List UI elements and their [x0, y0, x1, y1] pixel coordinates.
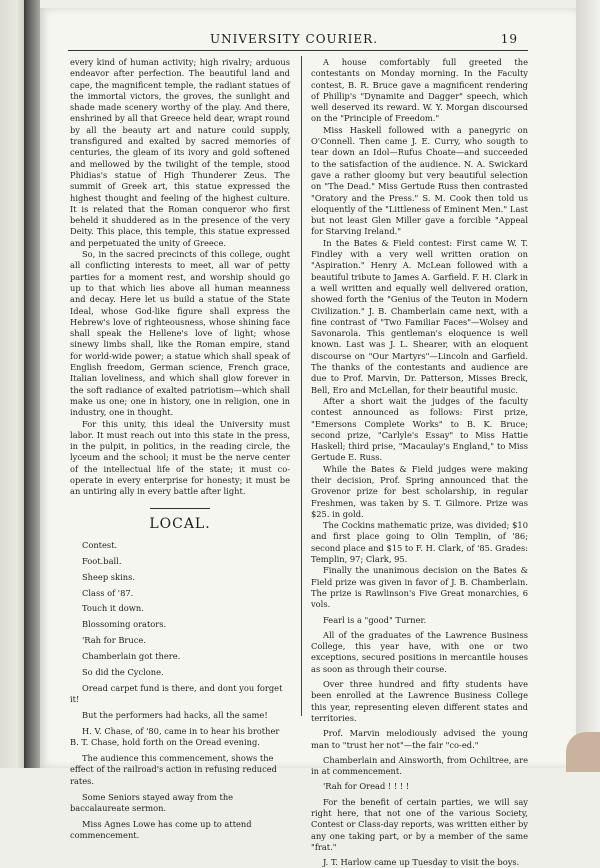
list-item: All of the graduates of the Lawrence Business College, this year have, with one or two exceptions, secured positions in mercantile houses as soon as through their course.	[311, 629, 528, 674]
right-column	[311, 57, 528, 868]
list-item: So did the Cyclone.	[82, 667, 164, 677]
list-item: 'Rah for Bruce.	[82, 635, 146, 646]
section-rule	[150, 508, 210, 509]
left-column	[70, 57, 290, 846]
page-number: 19	[500, 32, 518, 46]
journal-title: UNIVERSITY COURIER.	[210, 32, 379, 46]
list-item: Touch it down.	[82, 603, 144, 614]
list-item: Oread carpet fund is there, and dont you forget it!	[70, 682, 283, 705]
local-items-list	[70, 540, 290, 842]
list-item: But the performers had hacks, all the same!	[82, 710, 268, 721]
list-item: Foot.ball.	[82, 555, 122, 566]
list-item: Some Seniors stayed away from the baccalaureate sermon.	[70, 791, 234, 813]
scan-background	[576, 0, 600, 768]
paragraph: After a short wait the judges of the faculty contest announced as follows: First prize, "Emersons Complete Works" to B. K. Bruce; second prize, "Carlyle's Essay" to Miss Hattie Haskell; third prise, "Macaulay's England," to Miss Gertude E. Russ.	[311, 395, 528, 463]
paragraph: While the Bates & Field judges were making their decision, Prof. Spring announced that the Grovenor prize for best scholarship, in regular Freshmen, was taken by S. T. Gilmore. Prize was $25. in gold.	[311, 463, 528, 519]
paragraph: So, in the sacred precincts of this college, ought all conflicting interests to meet, all war of petty parties for a moment rest, and worship should go up to that which lies above all human meanness and decay. Here let us build a statue of the State Ideal, whose God-like figure shall express the Hebrew's love of righteousness, whose shining face shall speak the Hellene's love of light; whose sinewy limbs shall, like the Roman empire, stand for world-wide power; a statue which shall speak of English freedom, German science, French grace, Italian loveliness, and which shall glow forever in the soft radiance of exalted patriotism—which shall make us one; one in history, one in religion, one in industry, one in thought.	[70, 249, 290, 418]
column-divider	[301, 56, 302, 716]
list-item: Chamberlain got there.	[82, 651, 181, 662]
list-item: Contest.	[82, 539, 118, 550]
list-item: H. V. Chase, of '80, came in to hear his brother B. T. Chase, hold forth on the Oread evening.	[70, 725, 280, 748]
book-gutter	[24, 0, 40, 768]
list-item: Prof. Marvin melodiously advised the young man to "trust her not"—the fair "co-ed."	[311, 728, 528, 750]
list-item: 'Rah for Oread ! ! ! !	[323, 781, 410, 792]
list-item: Sheep skins.	[82, 571, 135, 582]
adjacent-page-edge	[0, 0, 24, 768]
list-item: Over three hundred and fifty students have been enrolled at the Lawrence Business College this year, representing eleven different states and territories.	[311, 679, 528, 723]
list-item: The audience this commencement, shows the effect of the railroad's action in refusing reduced rates.	[70, 753, 277, 786]
paragraph: Miss Haskell followed with a panegyric on O'Connell. Then came J. E. Curry, who sougth to tear down an Idol—Rufus Choate—and succeeded to the satisfaction of the audience. N. A. Swickard gave a rather gloomy but very beautiful selection on "The Dead." Miss Gertude Russ then contrasted "Oratory and the Press." S. M. Cook then told us eloquently of the "Littleness of Eminent Men." Last but not least Glen Miller gave a forcible "Appeal for Starving Ireland."	[311, 124, 528, 237]
list-item: J. T. Harlow came up Tuesday to visit the boys.	[323, 857, 520, 868]
local-section-heading: LOCAL.	[149, 515, 211, 532]
list-item: For the benefit of certain parties, we will say right here, that not one of the various Society, Contest or Class-day reports, was written either by any one taking part, or by a member of the same "frat."	[311, 796, 528, 852]
list-item: Fearl is a "good" Turner.	[323, 614, 427, 625]
header-rule	[68, 50, 528, 51]
paragraph: every kind of human activity; high rivalry; arduous endeavor after perfection. The beautiful land and cape, the magnificent temple, the radiant statues of the immortal victors, the groves, the sunlight and shade made scenery worthy of the play. And there, enshrined by all that Greece held dear, wrapt round by all the beauty art and nature could supply, transfigured and exalted by sacred memories of centuries, the gleam of its ivory and gold softened and mellowed by the twilight of the temple, stood Phidias's statue of High Thunderer Zeus. The summit of Greek art, this statue expressed the highest thought and feeling of the highest culture. It is related that the Roman conqueror who first beheld it shuddered as in the presence of the very Deity. This place, this temple, this statue expressed and perpetuated the unity of Greece.	[70, 57, 290, 248]
thumb-holding-page	[566, 732, 600, 772]
paragraph: In the Bates & Field contest: First came W. T. Findley with a very well written oration on "Aspiration." Henry A. McLean followed with a beautiful tribute to James A. Garfield. F. H. Clark in a well written and equally well delivered oration, showed forth the "Genius of the Teuton in Modern Civilization." J. B. Chamberlain came next, with a fine contrast of "Two Familiar Faces"—Wolsey and Savonarola. This gentleman's eloquence is well known. Last was J. L. Shearer, with an eloquent discourse on "Our Martyrs"—Lincoln and Garfield. The thanks of the contestants and audience are due to Prof. Marvin, Dr. Patterson, Misses Breck, Bell, Ero and McLellan, for their beautiful music.	[311, 237, 528, 395]
list-item: Miss Agnes Lowe has come up to attend commencement.	[70, 818, 252, 841]
paragraph: Finally the unanimous decision on the Bates & Field prize was given in favor of J. B. Chamberlain. The prize is Rawlinson's Five Great monarchies, 6 vols.	[311, 565, 528, 610]
paragraph: A house comfortably full greeted the contestants on Monday morning. In the Faculty contest, B. R. Bruce gave a magnificent rendering of Phillip's "Dynamite and Dagger" speech, which well deserved its reward. W. Y. Morgan discoursed on the "Principle of Freedom."	[311, 57, 528, 124]
paragraph: The Cockins mathematic prize, was divided; $10 and first place going to Olin Templin, of '86; second place and $15 to F. H. Clark, of '85. Grades: Templin, 97; Clark, 95.	[311, 520, 528, 565]
paragraph: For this unity, this ideal the University must labor. It must reach out into this state in the press, in the pulpit, in politics, in the reading circle, the lyceum and the school; it must be the nerve center of the intellectual life of the state; it must co-operate in every enterprise for honesty; it must be an untiring ally in every battle after light.	[70, 418, 290, 497]
list-item: Blossoming orators.	[82, 619, 167, 630]
list-item: Class of '87.	[82, 587, 134, 598]
running-header	[70, 32, 518, 46]
list-item: Chamberlain and Ainsworth, from Ochiltree, are in at commencement.	[311, 754, 528, 777]
